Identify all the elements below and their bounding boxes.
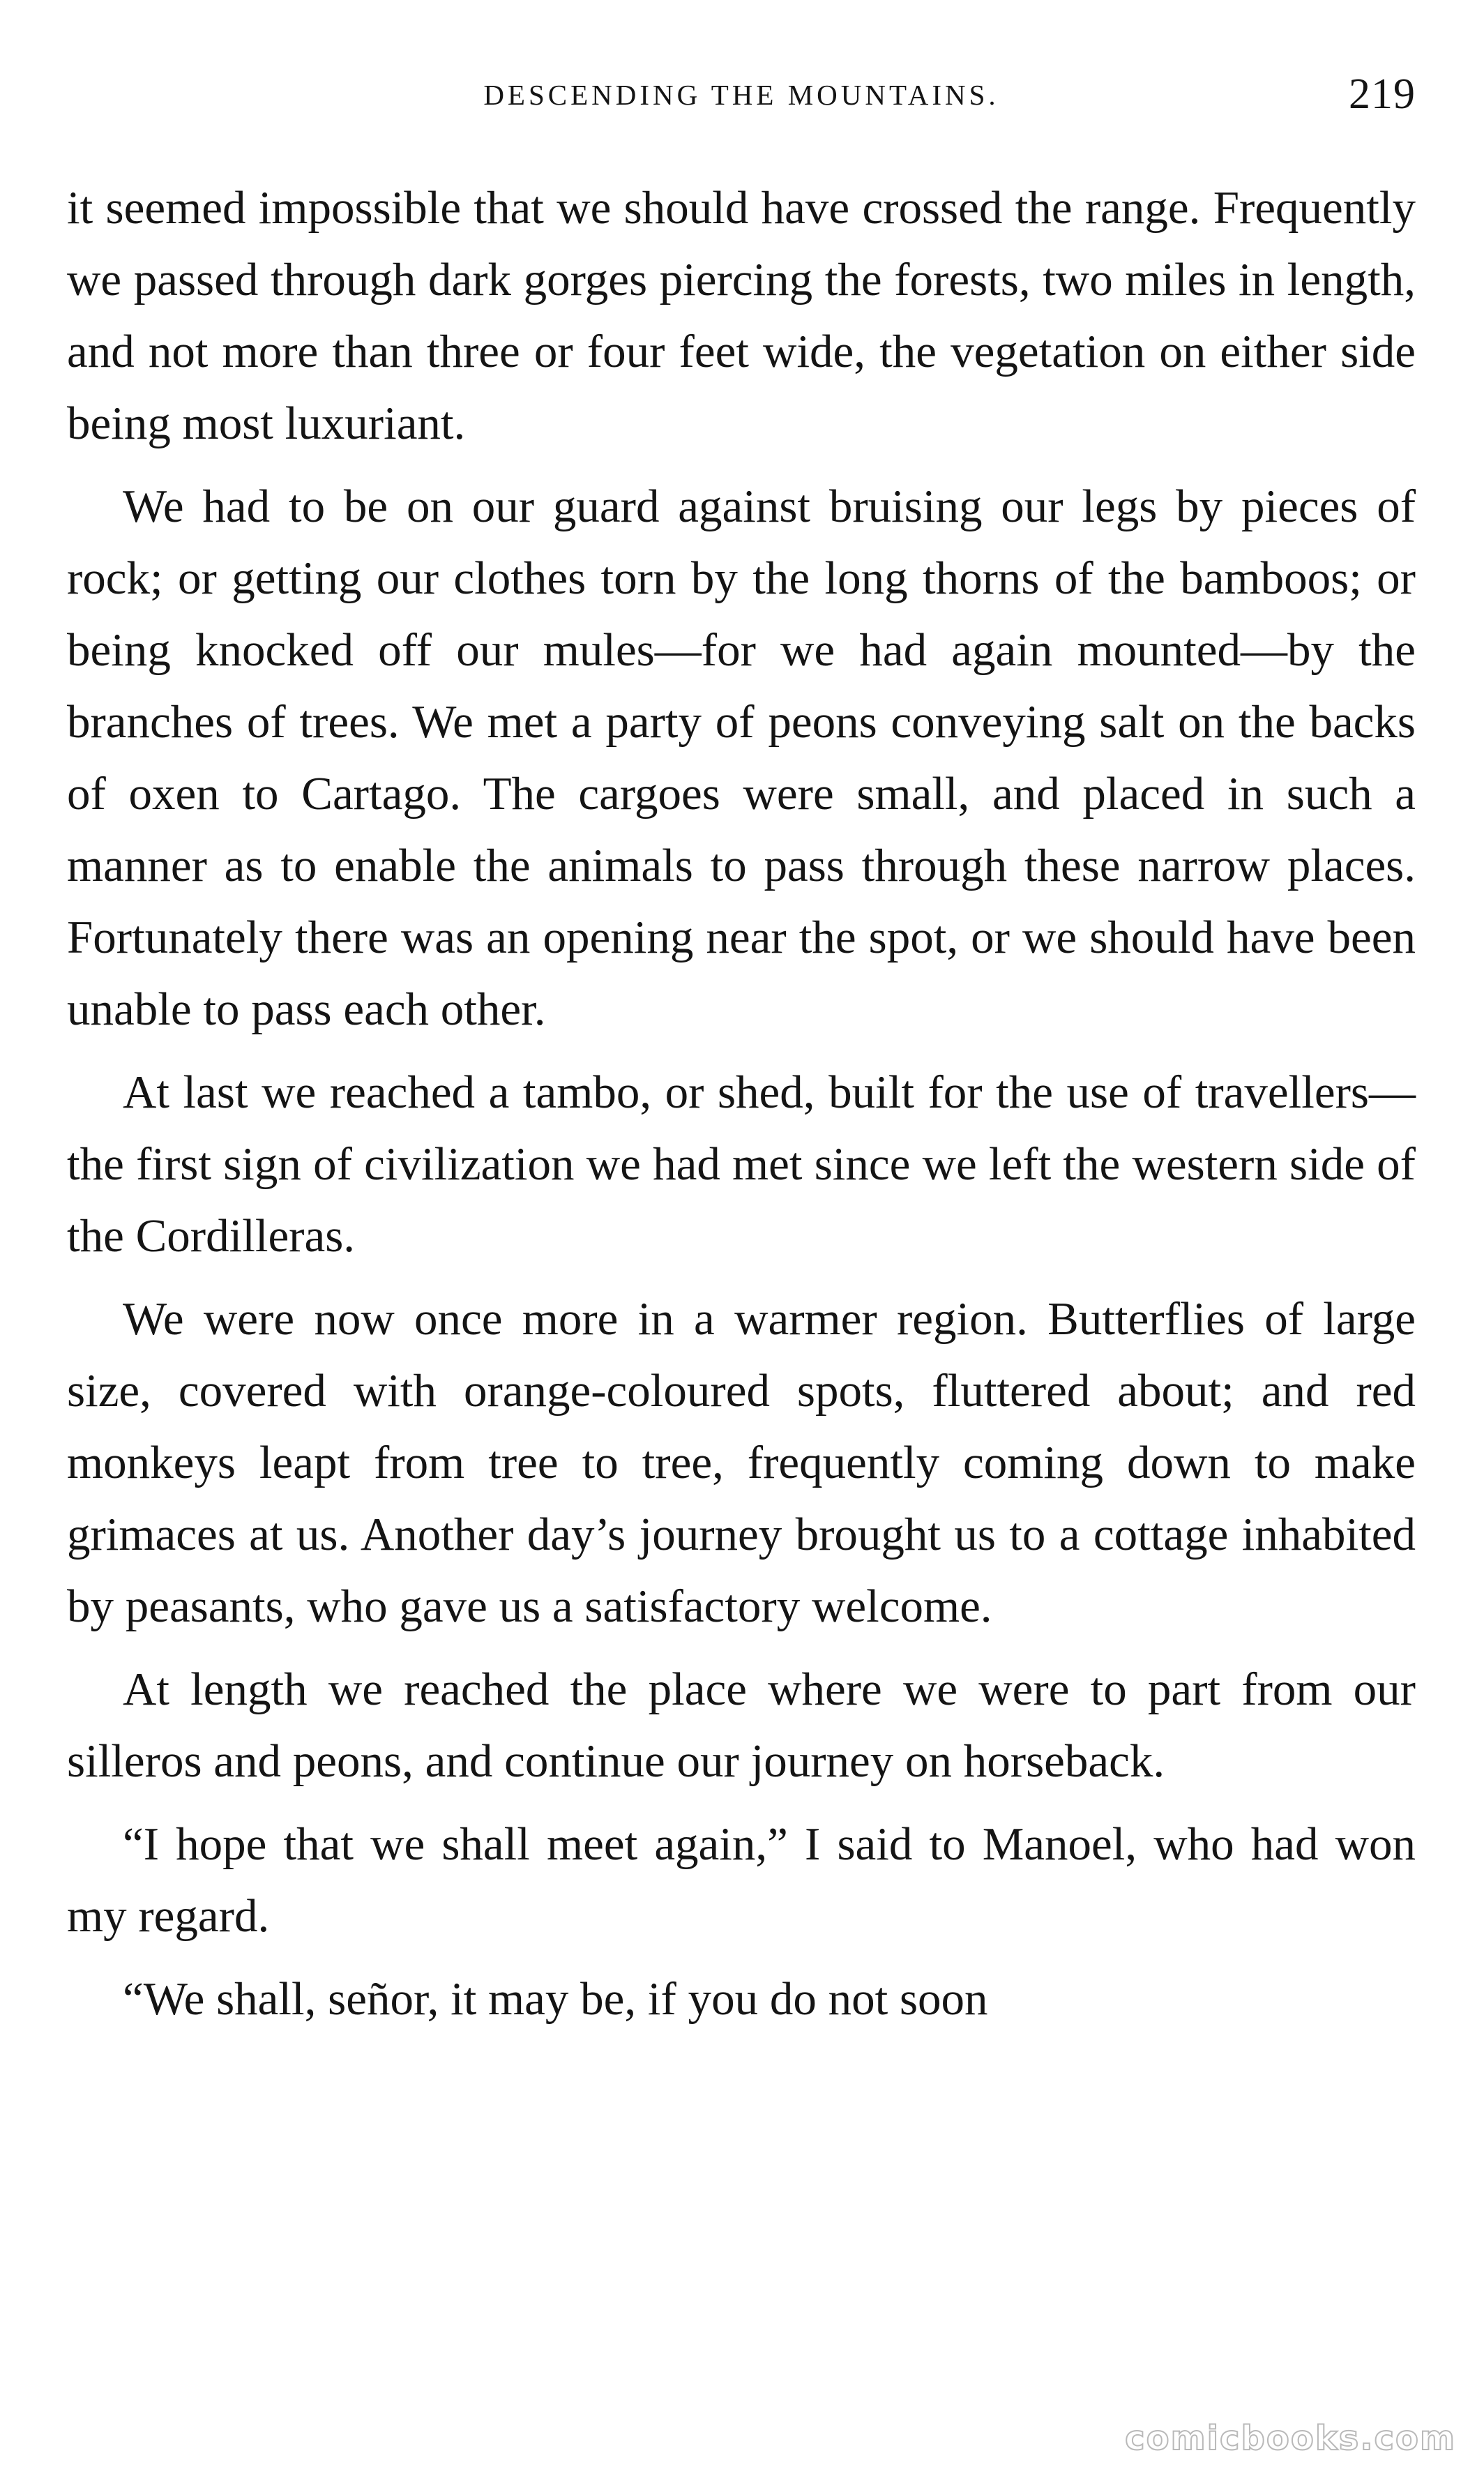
paragraph-dialogue-hope: “I hope that we shall meet again,” I said to Manoel, who had won my regard.	[67, 1818, 1416, 1942]
running-title: DESCENDING THE MOUNTAINS.	[483, 79, 999, 111]
paragraph-continuation: it seemed impossible that we should have crossed the range. Frequently we passed through dark gorges piercing the forests, two miles in length, and not more than three or four feet wide, the vegetation on either side being most luxuriant.	[67, 182, 1416, 449]
body-text	[67, 172, 1416, 2046]
paragraph-parting-place: At length we reached the place where we were to part from our silleros and peons, and continue our journey on horseback.	[67, 1663, 1416, 1787]
paragraph-warmer-region: We were now once more in a warmer region. Butterflies of large size, covered with orange-coloured spots, fluttered about; and red monkeys leapt from tree to tree, frequently coming down to make grimaces at us. Another day’s journey brought us to a cottage inhabited by peasants, who gave us a satisfactory welcome.	[67, 1293, 1416, 1632]
paragraph-dialogue-reply: “We shall, señor, it may be, if you do not soon	[123, 1973, 988, 2025]
paragraph-tambo: At last we reached a tambo, or shed, built for the use of travellers—the first sign of civilization we had met since we left the western side of the Cordilleras.	[67, 1066, 1416, 1262]
page-number: 219	[1349, 70, 1416, 118]
running-head	[67, 70, 1416, 126]
paragraph-guarded-journey: We had to be on our guard against bruising our legs by pieces of rock; or getting our clothes torn by the long thorns of the bamboos; or being knocked off our mules—for we had again mounted—by the branches of trees. We met a party of peons conveying salt on the backs of oxen to Cartago. The cargoes were small, and placed in such a manner as to enable the animals to pass through these narrow places. Fortunately there was an opening near the spot, or we should have been unable to pass each other.	[67, 481, 1416, 1035]
watermark: comicbooks.com	[1125, 2419, 1456, 2458]
